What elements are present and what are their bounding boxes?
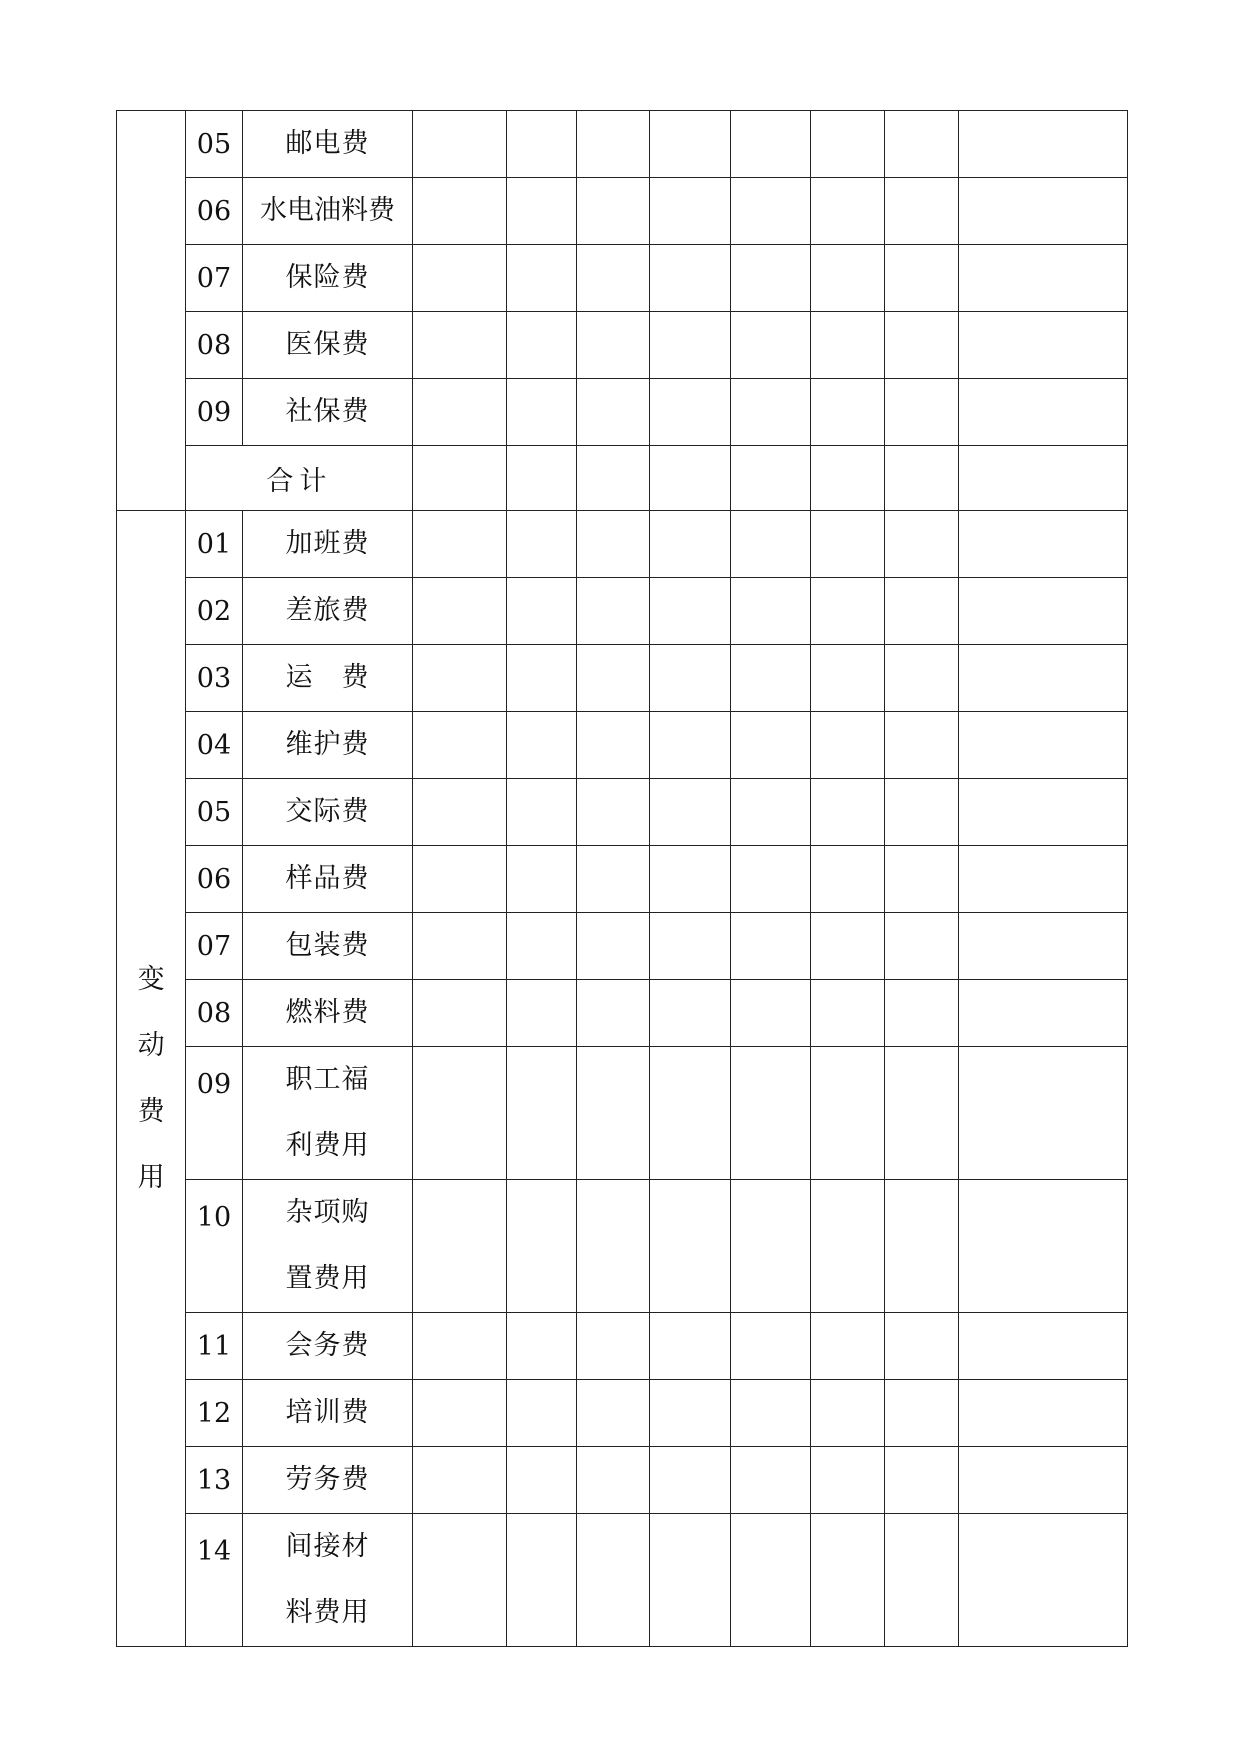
value-cell[interactable]: [811, 1047, 884, 1180]
table-row: [117, 1380, 1128, 1447]
value-cell[interactable]: [506, 111, 576, 178]
expense-table: [116, 110, 1128, 1647]
value-cell[interactable]: [959, 1447, 1128, 1514]
value-cell[interactable]: [730, 846, 810, 913]
value-cell[interactable]: [884, 446, 958, 511]
value-cell[interactable]: [959, 511, 1128, 578]
value-cell[interactable]: [413, 779, 506, 846]
value-cell[interactable]: [811, 245, 884, 312]
item-name: 保险费: [242, 245, 413, 312]
value-cell[interactable]: [577, 511, 649, 578]
value-cell[interactable]: [884, 846, 958, 913]
item-code: 06: [186, 178, 242, 245]
value-cell[interactable]: [959, 1514, 1128, 1647]
value-cell[interactable]: [884, 1514, 958, 1647]
item-name: 职工福利费用: [242, 1047, 413, 1180]
total-row: [117, 446, 1128, 511]
value-cell[interactable]: [413, 1313, 506, 1380]
value-cell[interactable]: [649, 111, 730, 178]
value-cell[interactable]: [884, 980, 958, 1047]
value-cell[interactable]: [811, 1313, 884, 1380]
item-code: 09: [186, 379, 242, 446]
value-cell[interactable]: [730, 980, 810, 1047]
value-cell[interactable]: [959, 379, 1128, 446]
value-cell[interactable]: [959, 712, 1128, 779]
item-name: 交际费: [242, 779, 413, 846]
value-cell[interactable]: [884, 245, 958, 312]
value-cell[interactable]: [413, 511, 506, 578]
table-row: [117, 846, 1128, 913]
value-cell[interactable]: [884, 779, 958, 846]
value-cell[interactable]: [730, 1047, 810, 1180]
table-row: [117, 312, 1128, 379]
item-name: 间接材料费用: [242, 1514, 413, 1647]
category-cell-variable: [117, 511, 186, 1647]
value-cell[interactable]: [506, 980, 576, 1047]
value-cell[interactable]: [413, 245, 506, 312]
category-label: 变动费用: [137, 963, 165, 1193]
item-name: 邮电费: [242, 111, 413, 178]
value-cell[interactable]: [730, 379, 810, 446]
value-cell[interactable]: [884, 1380, 958, 1447]
item-code: 08: [186, 980, 242, 1047]
item-code: 03: [186, 645, 242, 712]
value-cell[interactable]: [577, 1514, 649, 1647]
value-cell[interactable]: [413, 645, 506, 712]
value-cell[interactable]: [649, 1313, 730, 1380]
value-cell[interactable]: [506, 913, 576, 980]
value-cell[interactable]: [884, 511, 958, 578]
value-cell[interactable]: [649, 446, 730, 511]
value-cell[interactable]: [577, 1047, 649, 1180]
value-cell[interactable]: [649, 1047, 730, 1180]
item-code: 07: [186, 245, 242, 312]
value-cell[interactable]: [577, 578, 649, 645]
value-cell[interactable]: [506, 779, 576, 846]
value-cell[interactable]: [730, 1380, 810, 1447]
table-row: [117, 511, 1128, 578]
value-cell[interactable]: [811, 578, 884, 645]
item-name: 加班费: [242, 511, 413, 578]
value-cell[interactable]: [959, 779, 1128, 846]
item-name: 医保费: [242, 312, 413, 379]
item-code: 09: [186, 1047, 242, 1180]
value-cell[interactable]: [649, 1180, 730, 1313]
value-cell[interactable]: [577, 846, 649, 913]
value-cell[interactable]: [884, 111, 958, 178]
value-cell[interactable]: [959, 1380, 1128, 1447]
value-cell[interactable]: [811, 178, 884, 245]
value-cell[interactable]: [413, 578, 506, 645]
table-row: [117, 913, 1128, 980]
value-cell[interactable]: [811, 1447, 884, 1514]
table-row: [117, 379, 1128, 446]
value-cell[interactable]: [577, 245, 649, 312]
value-cell[interactable]: [413, 446, 506, 511]
value-cell[interactable]: [959, 312, 1128, 379]
item-name: 社保费: [242, 379, 413, 446]
value-cell[interactable]: [413, 379, 506, 446]
value-cell[interactable]: [413, 980, 506, 1047]
item-code: 05: [186, 779, 242, 846]
value-cell[interactable]: [413, 1514, 506, 1647]
value-cell[interactable]: [959, 980, 1128, 1047]
value-cell[interactable]: [811, 446, 884, 511]
value-cell[interactable]: [506, 1313, 576, 1380]
value-cell[interactable]: [506, 511, 576, 578]
value-cell[interactable]: [730, 712, 810, 779]
value-cell[interactable]: [413, 1380, 506, 1447]
item-code: 11: [186, 1313, 242, 1380]
total-label: 合计: [186, 446, 413, 511]
value-cell[interactable]: [649, 178, 730, 245]
value-cell[interactable]: [506, 312, 576, 379]
value-cell[interactable]: [959, 1313, 1128, 1380]
value-cell[interactable]: [730, 779, 810, 846]
table-row: [117, 1514, 1128, 1647]
value-cell[interactable]: [413, 712, 506, 779]
value-cell[interactable]: [506, 712, 576, 779]
value-cell[interactable]: [730, 245, 810, 312]
item-code: 02: [186, 578, 242, 645]
value-cell[interactable]: [506, 1447, 576, 1514]
value-cell[interactable]: [649, 245, 730, 312]
value-cell[interactable]: [413, 111, 506, 178]
value-cell[interactable]: [959, 913, 1128, 980]
value-cell[interactable]: [506, 578, 576, 645]
value-cell[interactable]: [884, 178, 958, 245]
category-cell-fixed: [117, 111, 186, 511]
value-cell[interactable]: [506, 1514, 576, 1647]
value-cell[interactable]: [649, 1514, 730, 1647]
value-cell[interactable]: [884, 312, 958, 379]
value-cell[interactable]: [730, 1180, 810, 1313]
value-cell[interactable]: [506, 1380, 576, 1447]
value-cell[interactable]: [649, 1447, 730, 1514]
table-row: [117, 779, 1128, 846]
value-cell[interactable]: [811, 913, 884, 980]
value-cell[interactable]: [730, 645, 810, 712]
value-cell[interactable]: [577, 980, 649, 1047]
value-cell[interactable]: [959, 1180, 1128, 1313]
value-cell[interactable]: [884, 712, 958, 779]
value-cell[interactable]: [506, 645, 576, 712]
value-cell[interactable]: [413, 1047, 506, 1180]
table-row: [117, 712, 1128, 779]
table-row: [117, 578, 1128, 645]
item-code: 08: [186, 312, 242, 379]
value-cell[interactable]: [811, 379, 884, 446]
value-cell[interactable]: [884, 913, 958, 980]
value-cell[interactable]: [884, 578, 958, 645]
table-row: [117, 645, 1128, 712]
value-cell[interactable]: [649, 312, 730, 379]
value-cell[interactable]: [506, 1047, 576, 1180]
item-name: 维护费: [242, 712, 413, 779]
item-code: 12: [186, 1380, 242, 1447]
value-cell[interactable]: [577, 178, 649, 245]
item-code: 14: [186, 1514, 242, 1647]
value-cell[interactable]: [730, 1447, 810, 1514]
table-row: [117, 1180, 1128, 1313]
value-cell[interactable]: [577, 312, 649, 379]
item-code: 05: [186, 111, 242, 178]
value-cell[interactable]: [730, 1313, 810, 1380]
value-cell[interactable]: [811, 980, 884, 1047]
value-cell[interactable]: [506, 446, 576, 511]
value-cell[interactable]: [811, 645, 884, 712]
item-name: 运 费: [242, 645, 413, 712]
value-cell[interactable]: [577, 446, 649, 511]
value-cell[interactable]: [811, 312, 884, 379]
value-cell[interactable]: [730, 578, 810, 645]
value-cell[interactable]: [577, 1447, 649, 1514]
value-cell[interactable]: [577, 379, 649, 446]
value-cell[interactable]: [649, 578, 730, 645]
value-cell[interactable]: [730, 1514, 810, 1647]
value-cell[interactable]: [811, 779, 884, 846]
value-cell[interactable]: [577, 1380, 649, 1447]
value-cell[interactable]: [649, 379, 730, 446]
value-cell[interactable]: [577, 645, 649, 712]
table-row: [117, 1447, 1128, 1514]
value-cell[interactable]: [649, 980, 730, 1047]
value-cell[interactable]: [811, 511, 884, 578]
item-name: 杂项购置费用: [242, 1180, 413, 1313]
value-cell[interactable]: [959, 1047, 1128, 1180]
value-cell[interactable]: [811, 1380, 884, 1447]
value-cell[interactable]: [884, 1180, 958, 1313]
value-cell[interactable]: [730, 178, 810, 245]
value-cell[interactable]: [577, 1180, 649, 1313]
value-cell[interactable]: [413, 1447, 506, 1514]
value-cell[interactable]: [730, 446, 810, 511]
value-cell[interactable]: [577, 913, 649, 980]
value-cell[interactable]: [959, 645, 1128, 712]
item-name: 燃料费: [242, 980, 413, 1047]
value-cell[interactable]: [577, 111, 649, 178]
item-name: 培训费: [242, 1380, 413, 1447]
value-cell[interactable]: [577, 712, 649, 779]
value-cell[interactable]: [413, 178, 506, 245]
item-code: 06: [186, 846, 242, 913]
value-cell[interactable]: [959, 578, 1128, 645]
value-cell[interactable]: [413, 1180, 506, 1313]
value-cell[interactable]: [959, 245, 1128, 312]
table-row: [117, 178, 1128, 245]
value-cell[interactable]: [506, 1180, 576, 1313]
value-cell[interactable]: [649, 645, 730, 712]
value-cell[interactable]: [811, 1180, 884, 1313]
value-cell[interactable]: [506, 846, 576, 913]
item-name: 差旅费: [242, 578, 413, 645]
item-code: 01: [186, 511, 242, 578]
value-cell[interactable]: [649, 779, 730, 846]
value-cell[interactable]: [577, 1313, 649, 1380]
value-cell[interactable]: [811, 712, 884, 779]
value-cell[interactable]: [649, 712, 730, 779]
item-name: 水电油料费: [242, 178, 413, 245]
item-name: 劳务费: [242, 1447, 413, 1514]
value-cell[interactable]: [959, 446, 1128, 511]
table-row: [117, 1047, 1128, 1180]
item-code: 07: [186, 913, 242, 980]
value-cell[interactable]: [577, 779, 649, 846]
value-cell[interactable]: [413, 312, 506, 379]
value-cell[interactable]: [649, 1380, 730, 1447]
value-cell[interactable]: [959, 846, 1128, 913]
value-cell[interactable]: [413, 913, 506, 980]
table-row: [117, 980, 1128, 1047]
value-cell[interactable]: [649, 511, 730, 578]
value-cell[interactable]: [811, 846, 884, 913]
item-name: 会务费: [242, 1313, 413, 1380]
value-cell[interactable]: [506, 379, 576, 446]
value-cell[interactable]: [884, 1447, 958, 1514]
item-code: 04: [186, 712, 242, 779]
value-cell[interactable]: [730, 511, 810, 578]
value-cell[interactable]: [649, 913, 730, 980]
item-code: 10: [186, 1180, 242, 1313]
value-cell[interactable]: [959, 111, 1128, 178]
table-row: [117, 245, 1128, 312]
value-cell[interactable]: [811, 111, 884, 178]
value-cell[interactable]: [506, 245, 576, 312]
value-cell[interactable]: [884, 645, 958, 712]
value-cell[interactable]: [959, 178, 1128, 245]
value-cell[interactable]: [811, 1514, 884, 1647]
item-code: 13: [186, 1447, 242, 1514]
table-row: [117, 111, 1128, 178]
value-cell[interactable]: [884, 1047, 958, 1180]
value-cell[interactable]: [506, 178, 576, 245]
value-cell[interactable]: [730, 111, 810, 178]
item-name: 样品费: [242, 846, 413, 913]
value-cell[interactable]: [884, 1313, 958, 1380]
value-cell[interactable]: [413, 846, 506, 913]
value-cell[interactable]: [730, 913, 810, 980]
value-cell[interactable]: [884, 379, 958, 446]
table-row: [117, 1313, 1128, 1380]
value-cell[interactable]: [649, 846, 730, 913]
item-name: 包装费: [242, 913, 413, 980]
value-cell[interactable]: [730, 312, 810, 379]
